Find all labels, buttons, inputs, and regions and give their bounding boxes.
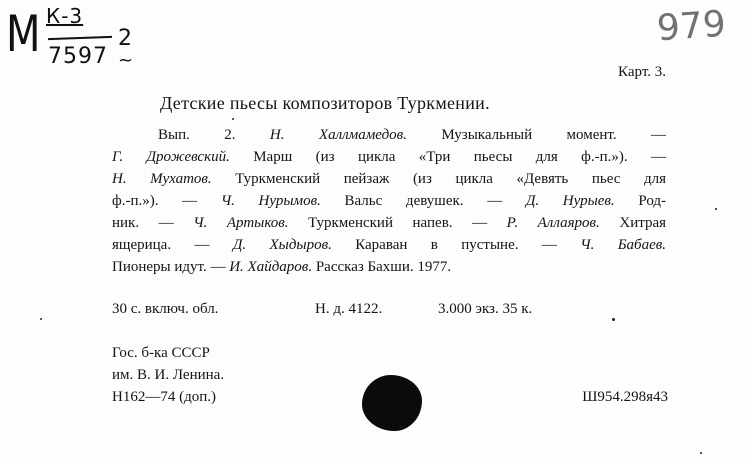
- order-number: Н. д. 4122.: [315, 301, 383, 317]
- piece-text: ник. —: [112, 215, 174, 231]
- composer-name: Г. Дрожевский.: [112, 149, 230, 165]
- description-line: [112, 192, 666, 210]
- piece-text: Хитрая: [619, 215, 667, 231]
- piece-text: Туркменский напев. —: [308, 215, 488, 231]
- pages-count: 30 с. включ. обл.: [112, 301, 219, 317]
- library-dedication: им. В. И. Ленина.: [112, 367, 225, 383]
- description-line: [112, 236, 666, 254]
- piece-text: Рассказ Бахши. 1977.: [315, 259, 452, 275]
- piece-text: Вып. 2.: [158, 127, 236, 143]
- shelf-mark-superscript: 2: [118, 26, 133, 51]
- description-line: [158, 126, 666, 144]
- classification-code: Ш954.298я43: [582, 389, 668, 405]
- composer-name: Р. Аллаяров.: [506, 215, 600, 231]
- card-title: Детские пьесы композиторов Туркмении.: [160, 93, 490, 113]
- ink-blot: [362, 375, 422, 431]
- composer-name: Ч. Бабаев.: [580, 237, 667, 253]
- composer-name: Н. Халлмамедов.: [269, 127, 407, 143]
- piece-text: Род-: [638, 193, 667, 209]
- scan-speck: [700, 452, 702, 454]
- composer-name: И. Хайдаров.: [229, 259, 313, 275]
- piece-text: Караван в пустыне. —: [355, 237, 557, 253]
- piece-text: Пионеры идут. —: [112, 259, 226, 275]
- composer-name: Н. Мухатов.: [112, 171, 212, 187]
- composer-name: Д. Нурыев.: [525, 193, 615, 209]
- scan-speck: [232, 118, 234, 120]
- scan-speck: [612, 318, 615, 321]
- description-line: [112, 148, 666, 166]
- description-line: [112, 258, 666, 276]
- piece-text: ф.-п.»). —: [112, 193, 198, 209]
- composer-name: Д. Хыдыров.: [232, 237, 332, 253]
- library-card-number: Н162—74 (доп.): [112, 389, 216, 405]
- corner-number: 979: [655, 3, 728, 50]
- scan-speck: [715, 208, 717, 210]
- copies-and-price: 3.000 экз. 35 к.: [438, 301, 533, 317]
- piece-text: Туркменский пейзаж (из цикла «Девять пьес для: [235, 171, 666, 187]
- piece-text: Марш (из цикла «Три пьесы для ф.-п.»). —: [253, 149, 666, 165]
- shelf-mark-letter: М: [6, 6, 42, 64]
- library-name: Гос. б-ка СССР: [112, 345, 210, 361]
- piece-text: Вальс девушек. —: [344, 193, 503, 209]
- shelf-mark-tick: ~: [118, 50, 135, 71]
- card-label: Карт. 3.: [618, 64, 666, 80]
- shelf-mark-top: К-3: [46, 4, 84, 28]
- shelf-mark-rule: [48, 36, 112, 40]
- scan-speck: [40, 318, 42, 320]
- piece-text: ящерица. —: [112, 237, 210, 253]
- description-line: [112, 170, 666, 188]
- composer-name: Ч. Нурымов.: [220, 193, 321, 209]
- description-line: [112, 214, 666, 232]
- composer-name: Ч. Артыков.: [193, 215, 289, 231]
- piece-text: Музыкальный момент. —: [441, 127, 666, 143]
- shelf-mark-number: 7597: [48, 44, 108, 69]
